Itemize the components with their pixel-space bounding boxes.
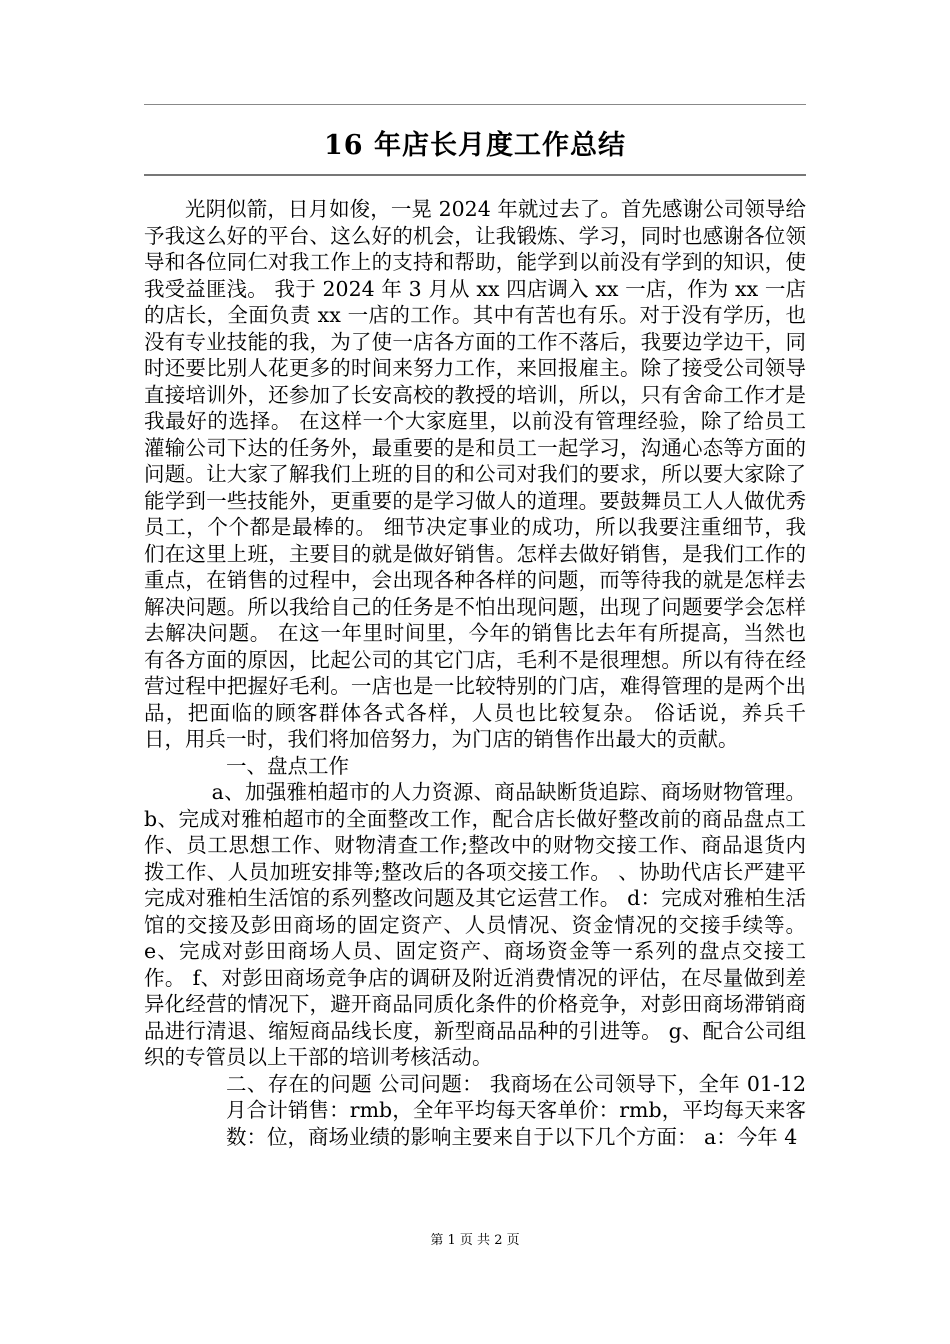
document-body xyxy=(144,196,806,1150)
document-title: 16 年店长月度工作总结 xyxy=(324,130,626,161)
body-paragraph-problems: 二、存在的问题 公司问题： 我商场在公司领导下，全年 01-12 月合计销售：rmb，全年平均每天客单价：rmb，平均每天来客数：位，商场业绩的影响主要来自于以下几个方面： a：今年 4 xyxy=(226,1071,806,1149)
title-underline xyxy=(144,174,806,176)
page-footer: 第 1 页 共 2 页 xyxy=(430,1233,520,1248)
body-paragraph-intro: 光阴似箭，日月如俊，一晃 2024 年就过去了。首先感谢公司领导给予我这么好的平台、这么好的机会，让我锻炼、学习，同时也感谢各位领导和各位同仁对我工作上的支持和帮助，能学到以前没有学到的知识，使我受益匪浅。 我于 2024 年 3 月从 xx 四店调入 xx 一店，作为 xx 一店的店长，全面负责 xx 一店的工作。其中有苦也有乐。对于没有学历，也没有专业技能的我，为了使一店各方面的工作不落后，我要边学边干，同时还要比别人花更多的时间来努力工作，来回报雇主。除了接受公司领导直接培训外，还参加了长安高校的教授的培训，所以，只有舍命工作才是我最好的选择。 在这样一个大家庭里，以前没有管理经验，除了给员工灌输公司下达的任务外，最重要的是和员工一起学习，沟通心态等方面的问题。让大家了解我们上班的目的和公司对我们的要求，所以要大家除了能学到一些技能外，更重要的是学习做人的道理。要鼓舞员工人人做优秀员工，个个都是最棒的。 细节决定事业的成功，所以我要注重细节，我们在这里上班，主要目的就是做好销售。怎样去做好销售，是我们工作的重点，在销售的过程中，会出现各种各样的问题，而等待我的就是怎样去解决问题。所以我给自己的任务是不怕出现问题，出现了问题要学会怎样去解决问题。 在这一年里时间里，今年的销售比去年有所提高，当然也有各方面的原因，比起公司的其它门店，毛利不是很理想。所以有待在经营过程中把握好毛利。一店也是一比较特别的门店，难得管理的是两个出品，把面临的顾客群体各式各样，人员也比较复杂。 俗话说，养兵千日，用兵一时，我们将加倍努力，为门店的销售作出最大的贡献。 xyxy=(144,197,806,751)
header-rule xyxy=(144,104,806,105)
section-heading-inventory: 一、盘点工作 xyxy=(226,753,349,778)
body-paragraph-inventory: a、加强雅柏超市的人力资源、商品缺断货追踪、商场财物管理。 b、完成对雅柏超市的全面整改工作，配合店长做好整改前的商品盘点工作、员工思想工作、财物清查工作;整改中的财物交接工作、商品退货内拨工作、人员加班安排等;整改后的各项交接工作。 、协助代店长严建平完成对雅柏生活馆的系列整改问题及其它运营工作。 d：完成对雅柏生活馆的交接及彭田商场的固定资产、人员情况、资金情况的交接手续等。 e、完成对彭田商场人员、固定资产、商场资金等一系列的盘点交接工作。 f、对彭田商场竞争店的调研及附近消费情况的评估，在尽量做到差异化经营的情况下，避开商品同质化条件的价格竞争，对彭田商场滞销商品进行清退、缩短商品线长度，新型商品品种的引进等。 g、配合公司组织的专管员以上干部的培训考核活动。 xyxy=(144,780,806,1069)
